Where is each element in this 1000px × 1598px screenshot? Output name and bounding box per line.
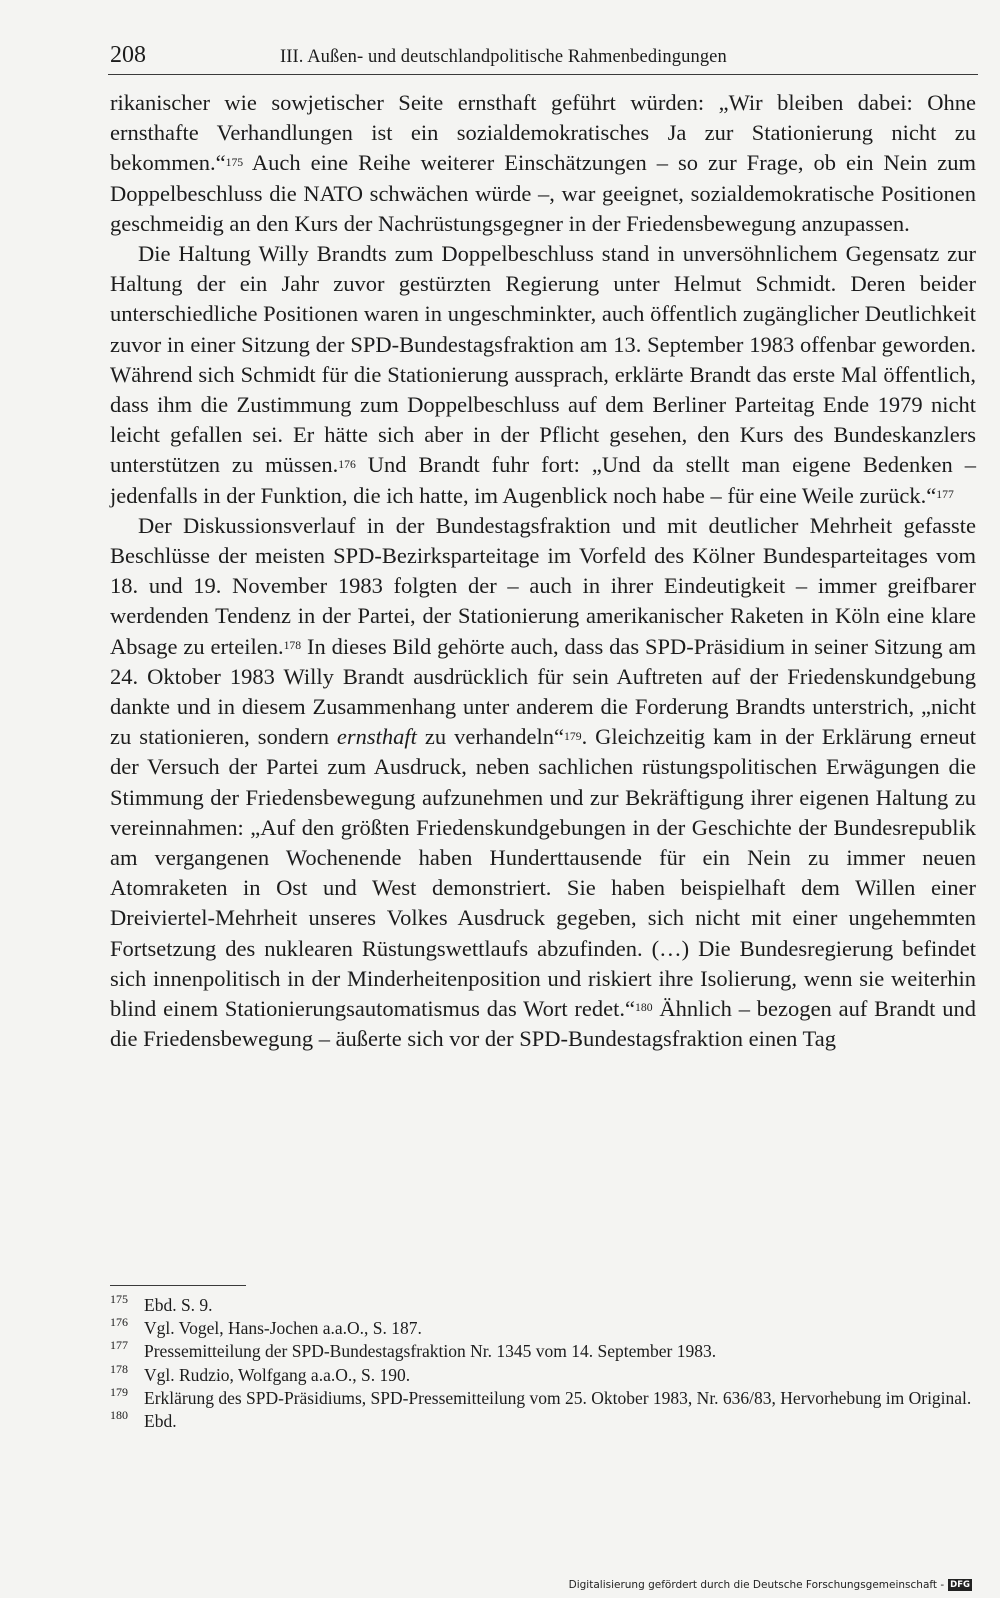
- footnote: [110, 1410, 976, 1433]
- footnote-number: 175: [110, 1292, 128, 1306]
- footnotes: [110, 1294, 976, 1433]
- text-run: In dieses Bild gehörte auch, dass das SPD-Präsidium in seiner Sitzung am 24. Oktober 1983 Willy Brandt ausdrücklich für sein Auftreten auf der Friedenskundgebung dankte und in diesem Zusammenhang unter anderem die Forderung Brandts unterstrich, „nicht zu stationieren, sondern: [110, 633, 977, 750]
- text-run: zu verhandeln“: [416, 724, 565, 750]
- body-paragraph: [110, 88, 976, 239]
- footnote-number: 180: [110, 1408, 128, 1423]
- footnote-ref: 180: [635, 1001, 653, 1015]
- emphasis-text: ernsthaft: [336, 724, 417, 750]
- footnote-text: Erklärung des SPD-Präsidiums, SPD-Pressemitteilung vom 25. Oktober 1983, Nr. 636/83, Hervorhebung im Original.: [144, 1387, 972, 1408]
- footnote-divider: [110, 1285, 246, 1286]
- footnote-text: Vgl. Vogel, Hans-Jochen a.a.O., S. 187.: [144, 1318, 422, 1339]
- text-run: . Gleichzeitig kam in der Erklärung erneut der Versuch der Partei zum Ausdruck, neben sachlichen rüstungspolitischen Erwägungen die Stimmung der Friedensbewegung aufzunehmen und zur Bekräftigung ihrer eigenen Haltung zu vereinnahmen: „Auf den größten Friedenskundgebungen in der Geschichte der Bundesrepublik am vergangenen Wochenende haben Hunderttausende für ein Nein zu immer neuen Atomraketen in Ost und West demonstriert. Sie haben beispielhaft dem Willen einer Dreiviertel-Mehrheit unseres Volkes Ausdruck gegeben, sich nicht mit einer ungehemmten Fortsetzung des nuklearen Rüstungswettlaufs abzufinden. (…) Die Bundesregierung befindet sich innenpolitisch in der Minderheitenposition und riskiert ihre Isolierung, wenn sie weiterhin blind einem Stationierungsautomatismus das Wort redet.“: [110, 724, 977, 1022]
- footnote-ref: 175: [225, 155, 244, 169]
- footnote: [110, 1294, 976, 1317]
- footnote: [110, 1317, 976, 1340]
- footnote: [110, 1384, 976, 1410]
- footnote-text: Pressemitteilung der SPD-Bundestagsfraktion Nr. 1345 vom 14. September 1983.: [144, 1341, 717, 1362]
- text-run: Der Diskussionsverlauf in der Bundestagsfraktion und mit deutlicher Mehrheit gefasste Beschlüsse der meisten SPD-Bezirksparteitage im Vorfeld des Kölner Bundesparteitages vom 18. und 19. November 1983 folgten der – auch in ihrer Eindeutigkeit – immer greifbarer werdenden Tendenz in der Partei, der Stationierung amerikanischer Raketen in Köln eine klare Absage zu erteilen.: [110, 512, 976, 659]
- text-run: Auch eine Reihe weiterer Einschätzungen – so zur Frage, ob ein Nein zum Doppelbeschluss die NATO schwächen würde –, war geeignet, sozialdemokratische Positionen geschmeidig an den Kurs der Nachrüstungsgegner in der Friedensbewegung anzupassen.: [110, 150, 976, 236]
- footnote-text: Vgl. Rudzio, Wolfgang a.a.O., S. 190.: [144, 1364, 411, 1385]
- footnote-number: 176: [110, 1315, 128, 1330]
- footnote: [110, 1361, 976, 1387]
- text-run: Ähnlich – bezogen auf Brandt und die Friedensbewegung – äußerte sich vor der SPD-Bundestagsfraktion einen Tag: [110, 996, 976, 1052]
- footnote-number: 179: [110, 1384, 128, 1399]
- page-number: 208: [110, 42, 146, 68]
- footnote-ref: 177: [936, 487, 954, 501]
- text-run: rikanischer wie sowjetischer Seite ernsthaft geführt würden: „Wir bleiben dabei: Ohne ernsthafte Verhandlungen ist ein sozialdemokratisches Ja zur Stationierung nicht zu bekommen.“: [110, 90, 976, 176]
- footnote-text: Ebd. S. 9.: [144, 1295, 213, 1315]
- footnote-number: 177: [110, 1338, 128, 1353]
- running-head: III. Außen- und deutschlandpolitische Rahmenbedingungen: [280, 47, 727, 67]
- footnote-ref: 178: [283, 638, 302, 652]
- footnote-number: 178: [110, 1361, 128, 1376]
- text-run: Und Brandt fuhr fort: „Und da stellt man eigene Bedenken – jedenfalls in der Funktion, die ich hatte, im Augenblick noch habe – für eine Weile zurück.“: [110, 452, 976, 508]
- footnote: [110, 1340, 976, 1363]
- body-paragraph: [110, 239, 976, 511]
- footnote-ref: 179: [564, 729, 582, 743]
- digitization-credit: [569, 1579, 972, 1591]
- dfg-logo: DFG: [950, 1580, 970, 1590]
- footnote-ref: 176: [338, 457, 356, 471]
- credit-text: Digitalisierung gefördert durch die Deutsche Forschungsgemeinschaft -: [568, 1579, 945, 1591]
- body-text: [110, 88, 976, 1055]
- page-header: [108, 40, 978, 75]
- footnote-text: Ebd.: [144, 1411, 177, 1432]
- body-paragraph: [110, 511, 976, 1055]
- text-run: Die Haltung Willy Brandts zum Doppelbeschluss stand in unversöhnlichem Gegensatz zur Haltung der ein Jahr zuvor gestürzten Regierung unter Helmut Schmidt. Deren beider unterschiedliche Positionen waren in ungeschminkter, auch öffentlich zugänglicher Deutlichkeit zuvor in einer Sitzung der SPD-Bundestagsfraktion am 13. September 1983 offenbar geworden. Während sich Schmidt für die Stationierung aussprach, erklärte Brandt das erste Mal öffentlich, dass ihm die Zustimmung zum Doppelbeschluss auf dem Berliner Parteitag Ende 1979 nicht leicht gefallen sei. Er hätte sich aber in der Pflicht gesehen, den Kurs des Bundeskanzlers unterstützen zu müssen.: [110, 241, 976, 478]
